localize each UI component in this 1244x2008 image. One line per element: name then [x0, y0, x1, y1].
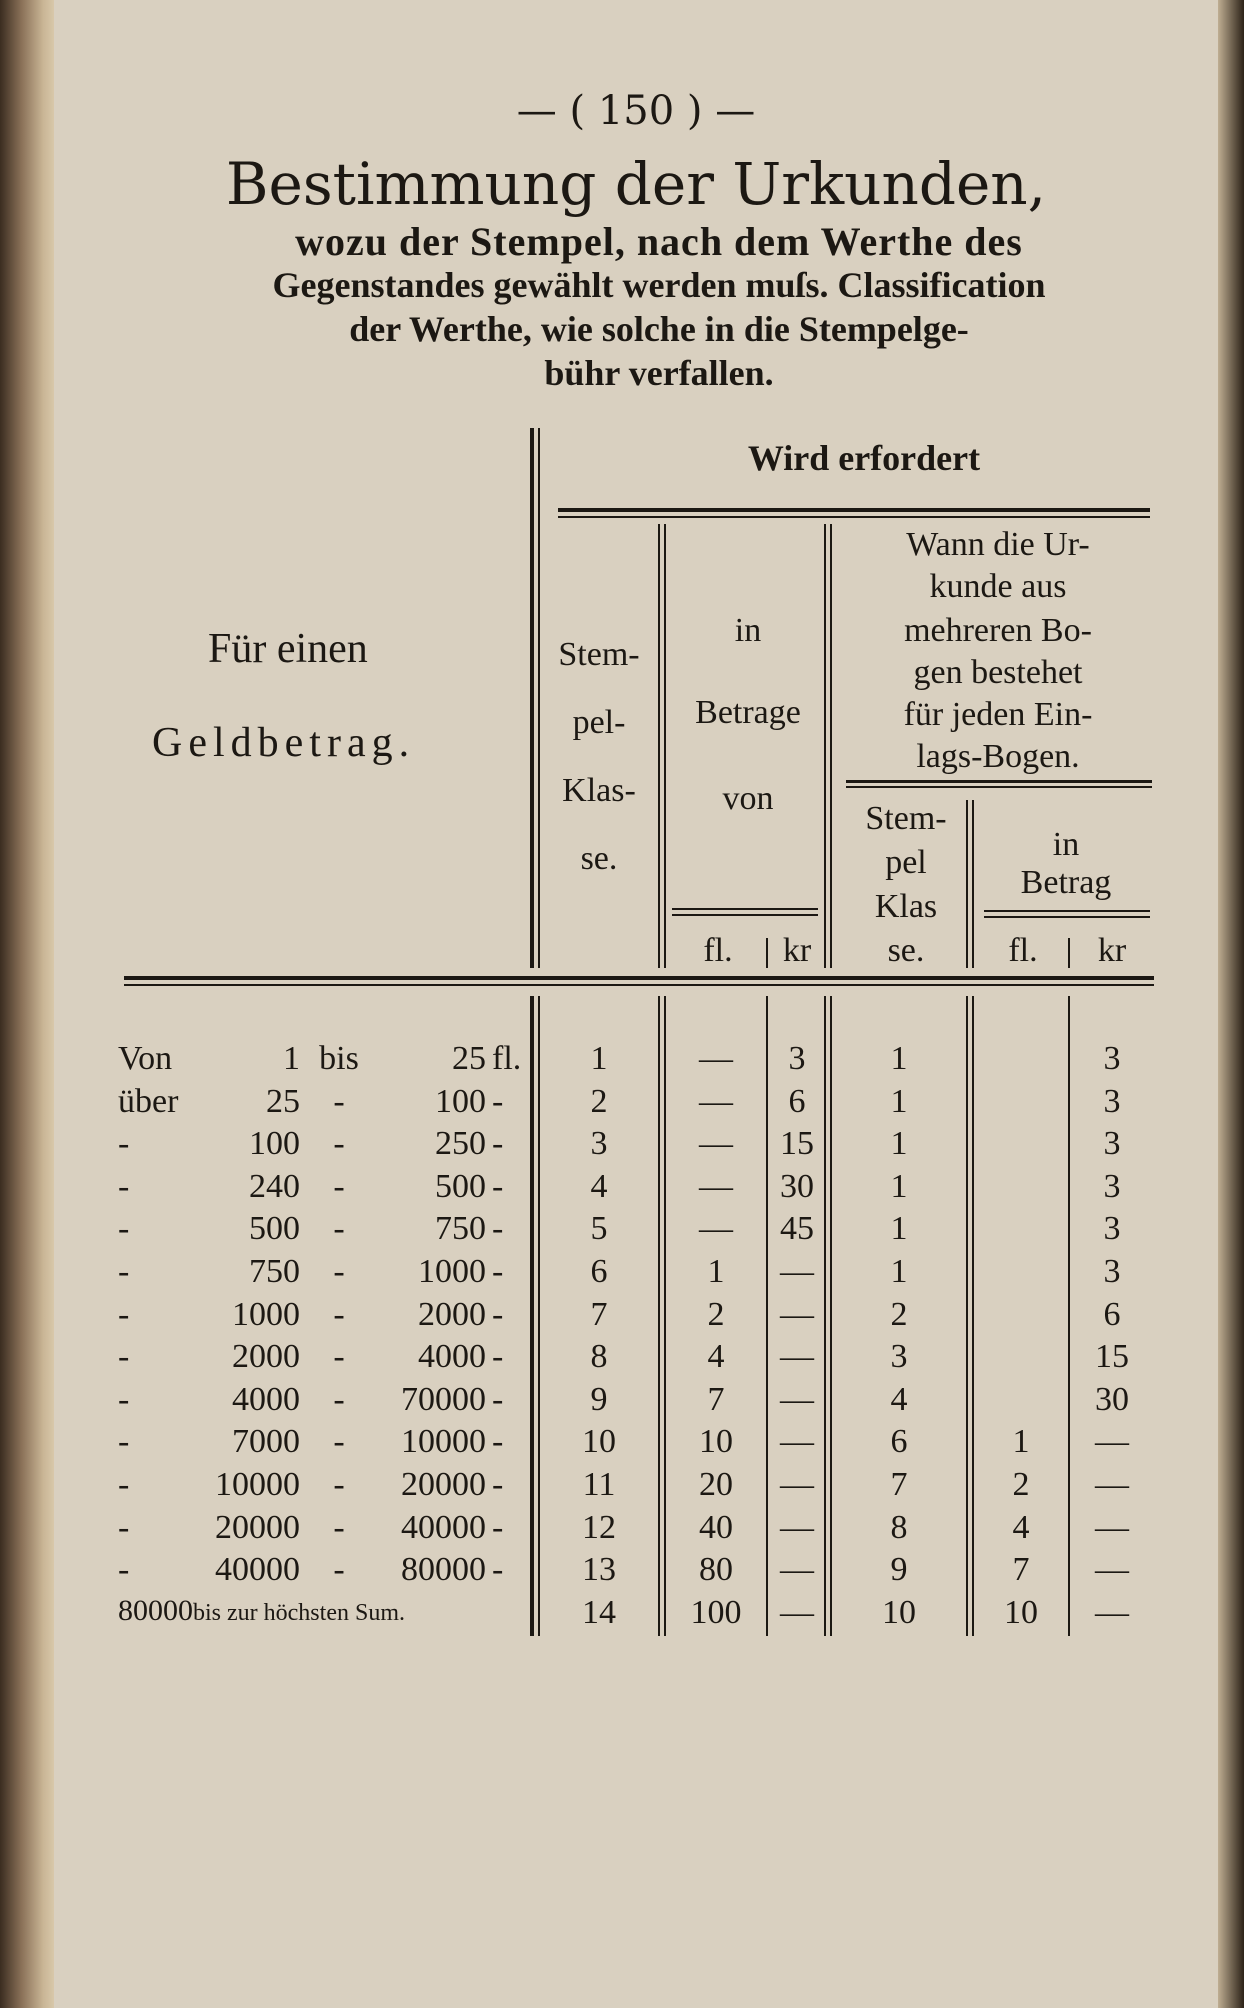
cell-kr: 45: [780, 1210, 814, 1248]
header-rule: [672, 908, 818, 910]
cell-einlag-klasse: 1: [890, 1082, 908, 1120]
cell-from: 100: [249, 1125, 300, 1163]
cell-sep: -: [333, 1295, 345, 1333]
cell-einlag-klasse: 8: [890, 1508, 908, 1546]
subtitle-line-1: wozu der Stempel, nach dem Werthe des: [295, 219, 1023, 264]
cell-from: 2000: [232, 1338, 300, 1376]
cell-einlag-fl: 10: [1004, 1593, 1038, 1631]
header-stempel-klasse-2: pel-: [572, 704, 626, 741]
cell-klasse: 8: [590, 1338, 608, 1376]
header-rule: [984, 916, 1150, 918]
cell-fl: —: [699, 1125, 733, 1163]
cell-pre: -: [118, 1167, 130, 1205]
header-wann-6: lags-Bogen.: [916, 738, 1080, 775]
cell-klasse: 11: [582, 1466, 616, 1503]
body-rule: [766, 996, 768, 1636]
cell-to: 25: [452, 1040, 486, 1077]
cell-einlag-klasse: 7: [890, 1466, 908, 1503]
header-wann-5: für jeden Ein-: [903, 696, 1093, 733]
header-rule: [830, 524, 832, 968]
cell-sep: -: [333, 1380, 345, 1418]
cell-einlag-klasse: 3: [890, 1338, 908, 1376]
cell-from: 7000: [232, 1423, 300, 1461]
header-wann-4: gen bestehet: [913, 654, 1083, 691]
cell-einlag-klasse: 6: [890, 1423, 908, 1461]
cell-kr: —: [780, 1593, 814, 1631]
cell-sep: -: [333, 1167, 345, 1205]
body-rule: [538, 996, 540, 1636]
cell-einlag-klasse: 1: [890, 1253, 908, 1290]
subtitle-line-4: bühr verfallen.: [544, 353, 774, 393]
cell-unit: -: [492, 1380, 504, 1418]
cell-kr: 15: [780, 1125, 814, 1163]
cell-from: 4000: [232, 1380, 300, 1418]
cell-kr: —: [780, 1508, 814, 1546]
cell-einlag-kr: 3: [1103, 1082, 1121, 1120]
header-fl-2: fl.: [1008, 932, 1038, 969]
cell-einlag-klasse: 10: [882, 1593, 916, 1631]
header-rule: [558, 508, 1150, 512]
cell-sep: -: [333, 1125, 345, 1163]
cell-pre: -: [118, 1551, 130, 1589]
cell-to: 40000: [401, 1508, 486, 1546]
cell-klasse: 14: [582, 1593, 616, 1631]
cell-einlag-fl: 7: [1012, 1551, 1030, 1589]
header-sub-stempel-1: Stem-: [865, 800, 947, 837]
cell-kr: —: [780, 1338, 814, 1376]
cell-einlag-klasse: 1: [890, 1040, 908, 1077]
cell-kr: —: [780, 1295, 814, 1333]
cell-from: 1: [283, 1040, 300, 1077]
cell-pre: -: [118, 1295, 130, 1333]
cell-from: 240: [249, 1167, 300, 1205]
body-rule: [830, 996, 832, 1636]
cell-kr: 3: [788, 1040, 806, 1077]
cell-einlag-klasse: 2: [890, 1295, 908, 1333]
cell-pre: -: [118, 1338, 130, 1376]
cell-klasse: 5: [590, 1210, 608, 1248]
cell-fl: 1: [707, 1253, 725, 1290]
page-number: — ( 150 ) —: [516, 88, 756, 134]
header-rule: [124, 976, 1154, 980]
cell-unit: fl.: [492, 1040, 522, 1077]
cell-einlag-kr: 3: [1103, 1125, 1121, 1163]
cell-sep: -: [333, 1210, 345, 1248]
cell-sep: -: [333, 1466, 345, 1503]
cell-to: 1000: [418, 1253, 486, 1290]
cell-unit: -: [492, 1210, 504, 1248]
cell-fl: —: [699, 1167, 733, 1205]
cell-fl: 10: [699, 1423, 733, 1461]
cell-to: 10000: [401, 1423, 486, 1461]
header-fl: fl.: [703, 932, 733, 969]
cell-pre: -: [118, 1253, 130, 1290]
header-rule: [658, 524, 660, 968]
cell-klasse: 2: [590, 1082, 608, 1120]
cell-einlag-kr: —: [1095, 1423, 1129, 1461]
cell-unit: -: [492, 1295, 504, 1333]
cell-einlag-fl: 1: [1012, 1423, 1030, 1461]
cell-sep: -: [333, 1253, 345, 1290]
cell-einlag-klasse: 1: [890, 1167, 908, 1205]
cell-einlag-klasse: 1: [890, 1210, 908, 1248]
header-rule: [1068, 938, 1070, 968]
header-rule: [966, 800, 968, 968]
header-sub-in: in: [1052, 826, 1080, 863]
header-geldbetrag: Geldbetrag.: [152, 720, 416, 766]
cell-einlag-kr: —: [1095, 1508, 1129, 1546]
header-sub-stempel-4: se.: [887, 932, 925, 969]
header-kr-2: kr: [1097, 932, 1127, 969]
cell-einlag-kr: 6: [1103, 1295, 1121, 1333]
header-wann-1: Wann die Ur-: [906, 526, 1090, 563]
cell-unit: -: [492, 1167, 504, 1205]
cell-unit: -: [492, 1125, 504, 1163]
cell-unit: -: [492, 1082, 504, 1120]
header-fuer-einen: Für einen: [208, 626, 368, 672]
header-rule: [766, 938, 768, 968]
cell-kr: 30: [780, 1167, 814, 1205]
cell-from: 80000: [118, 1593, 193, 1627]
cell-fl: 7: [707, 1380, 725, 1418]
cell-einlag-klasse: 9: [890, 1551, 908, 1589]
cell-kr: —: [780, 1551, 814, 1589]
header-rule: [824, 524, 826, 968]
header-wann-3: mehreren Bo-: [904, 612, 1092, 649]
body-rule: [658, 996, 660, 1636]
subtitle-line-2: Gegenstandes gewählt werden muſs. Classification: [272, 265, 1046, 305]
cell-to: 2000: [418, 1295, 486, 1333]
cell-from: 500: [249, 1210, 300, 1248]
header-in-betrage-3: von: [722, 780, 774, 817]
cell-to: 500: [435, 1167, 486, 1205]
cell-einlag-kr: 3: [1103, 1253, 1121, 1290]
cell-klasse: 10: [582, 1423, 616, 1461]
cell-einlag-kr: 30: [1095, 1380, 1129, 1418]
cell-fl: —: [699, 1082, 733, 1120]
header-rule: [846, 786, 1152, 788]
cell-from: 25: [266, 1082, 300, 1120]
header-rule: [984, 910, 1150, 912]
cell-pre: Von: [118, 1040, 173, 1077]
header-rule: [124, 984, 1154, 986]
cell-klasse: 9: [590, 1380, 608, 1418]
cell-from: 20000: [215, 1508, 300, 1546]
header-stempel-klasse-3: Klas-: [562, 772, 636, 809]
cell-kr: —: [780, 1380, 814, 1418]
header-rule: [538, 428, 540, 968]
header-sub-betrag: Betrag: [1020, 864, 1112, 901]
cell-from: 750: [249, 1253, 300, 1290]
cell-sep: -: [333, 1423, 345, 1461]
book-page: [54, 0, 1218, 2008]
cell-fl: —: [699, 1040, 733, 1077]
header-rule: [972, 800, 974, 968]
header-rule: [530, 428, 534, 968]
cell-to: 750: [435, 1210, 486, 1248]
header-in-betrage-2: Betrage: [695, 694, 801, 731]
cell-to: 100: [435, 1082, 486, 1120]
cell-fl: 80: [699, 1551, 733, 1589]
cell-kr: —: [780, 1466, 814, 1503]
cell-unit: -: [492, 1508, 504, 1546]
cell-einlag-kr: —: [1095, 1466, 1129, 1503]
cell-to: bis zur höchsten Sum.: [193, 1599, 405, 1626]
cell-einlag-kr: 15: [1095, 1338, 1129, 1376]
cell-klasse: 12: [582, 1508, 616, 1546]
header-wann-2: kunde aus: [929, 568, 1067, 605]
body-rule: [972, 996, 974, 1636]
cell-from: 40000: [215, 1551, 300, 1589]
cell-einlag-fl: 4: [1012, 1508, 1030, 1546]
cell-einlag-klasse: 1: [890, 1125, 908, 1163]
cell-einlag-kr: 3: [1103, 1040, 1121, 1077]
cell-klasse: 4: [590, 1167, 608, 1205]
cell-sep: -: [333, 1338, 345, 1376]
body-rule: [824, 996, 826, 1636]
cell-klasse: 13: [582, 1551, 616, 1589]
cell-range-last: [118, 1593, 528, 1627]
cell-unit: -: [492, 1253, 504, 1290]
cell-einlag-klasse: 4: [890, 1380, 908, 1418]
cell-pre: -: [118, 1380, 130, 1418]
cell-sep: bis: [319, 1040, 359, 1077]
header-stempel-klasse-4: se.: [580, 840, 618, 877]
cell-pre: -: [118, 1210, 130, 1248]
cell-fl: 100: [690, 1593, 742, 1631]
cell-to: 70000: [401, 1380, 486, 1418]
cell-to: 20000: [401, 1466, 486, 1503]
cell-unit: -: [492, 1466, 504, 1503]
header-rule: [846, 780, 1152, 783]
cell-from: 1000: [232, 1295, 300, 1333]
cell-einlag-kr: —: [1095, 1551, 1129, 1589]
body-rule: [1068, 996, 1070, 1636]
cell-fl: 4: [707, 1338, 725, 1376]
subtitle-line-3: der Werthe, wie solche in die Stempelge-: [349, 309, 969, 349]
header-kr: kr: [782, 932, 812, 969]
cell-pre: -: [118, 1125, 130, 1163]
cell-pre: -: [118, 1466, 130, 1503]
header-rule: [664, 524, 666, 968]
cell-klasse: 3: [590, 1125, 608, 1163]
cell-klasse: 7: [590, 1295, 608, 1333]
header-sub-stempel-3: Klas: [874, 888, 938, 925]
cell-unit: -: [492, 1551, 504, 1589]
cell-pre: über: [118, 1082, 179, 1120]
cell-to: 4000: [418, 1338, 486, 1376]
cell-fl: 40: [699, 1508, 733, 1546]
cell-to: 80000: [401, 1551, 486, 1589]
header-rule: [558, 516, 1150, 518]
cell-fl: 20: [699, 1466, 733, 1503]
cell-kr: 6: [788, 1082, 806, 1120]
header-stempel-klasse-1: Stem-: [558, 636, 640, 673]
page-title: Bestimmung der Urkunden,: [225, 150, 1047, 218]
cell-einlag-fl: 2: [1012, 1466, 1030, 1503]
cell-fl: —: [699, 1210, 733, 1248]
book-spine: [0, 0, 54, 2008]
header-in-betrage-1: in: [734, 612, 762, 649]
cell-pre: -: [118, 1423, 130, 1461]
page-edge: [1218, 0, 1244, 2008]
cell-fl: 2: [707, 1295, 725, 1333]
header-rule: [672, 914, 818, 916]
cell-einlag-kr: 3: [1103, 1210, 1121, 1248]
cell-to: 250: [435, 1125, 486, 1163]
cell-einlag-kr: —: [1095, 1593, 1129, 1631]
cell-from: 10000: [215, 1466, 300, 1503]
cell-sep: -: [333, 1551, 345, 1589]
cell-einlag-kr: 3: [1103, 1167, 1121, 1205]
cell-sep: -: [333, 1508, 345, 1546]
body-rule: [966, 996, 968, 1636]
header-sub-stempel-2: pel: [885, 844, 927, 881]
cell-unit: -: [492, 1338, 504, 1376]
cell-pre: -: [118, 1508, 130, 1546]
cell-sep: -: [333, 1082, 345, 1120]
header-wird-erfordert: Wird erfordert: [747, 438, 981, 478]
cell-kr: —: [780, 1423, 814, 1461]
body-rule: [664, 996, 666, 1636]
cell-kr: —: [780, 1253, 814, 1290]
cell-klasse: 1: [590, 1040, 608, 1077]
cell-unit: -: [492, 1423, 504, 1461]
cell-klasse: 6: [590, 1253, 608, 1290]
